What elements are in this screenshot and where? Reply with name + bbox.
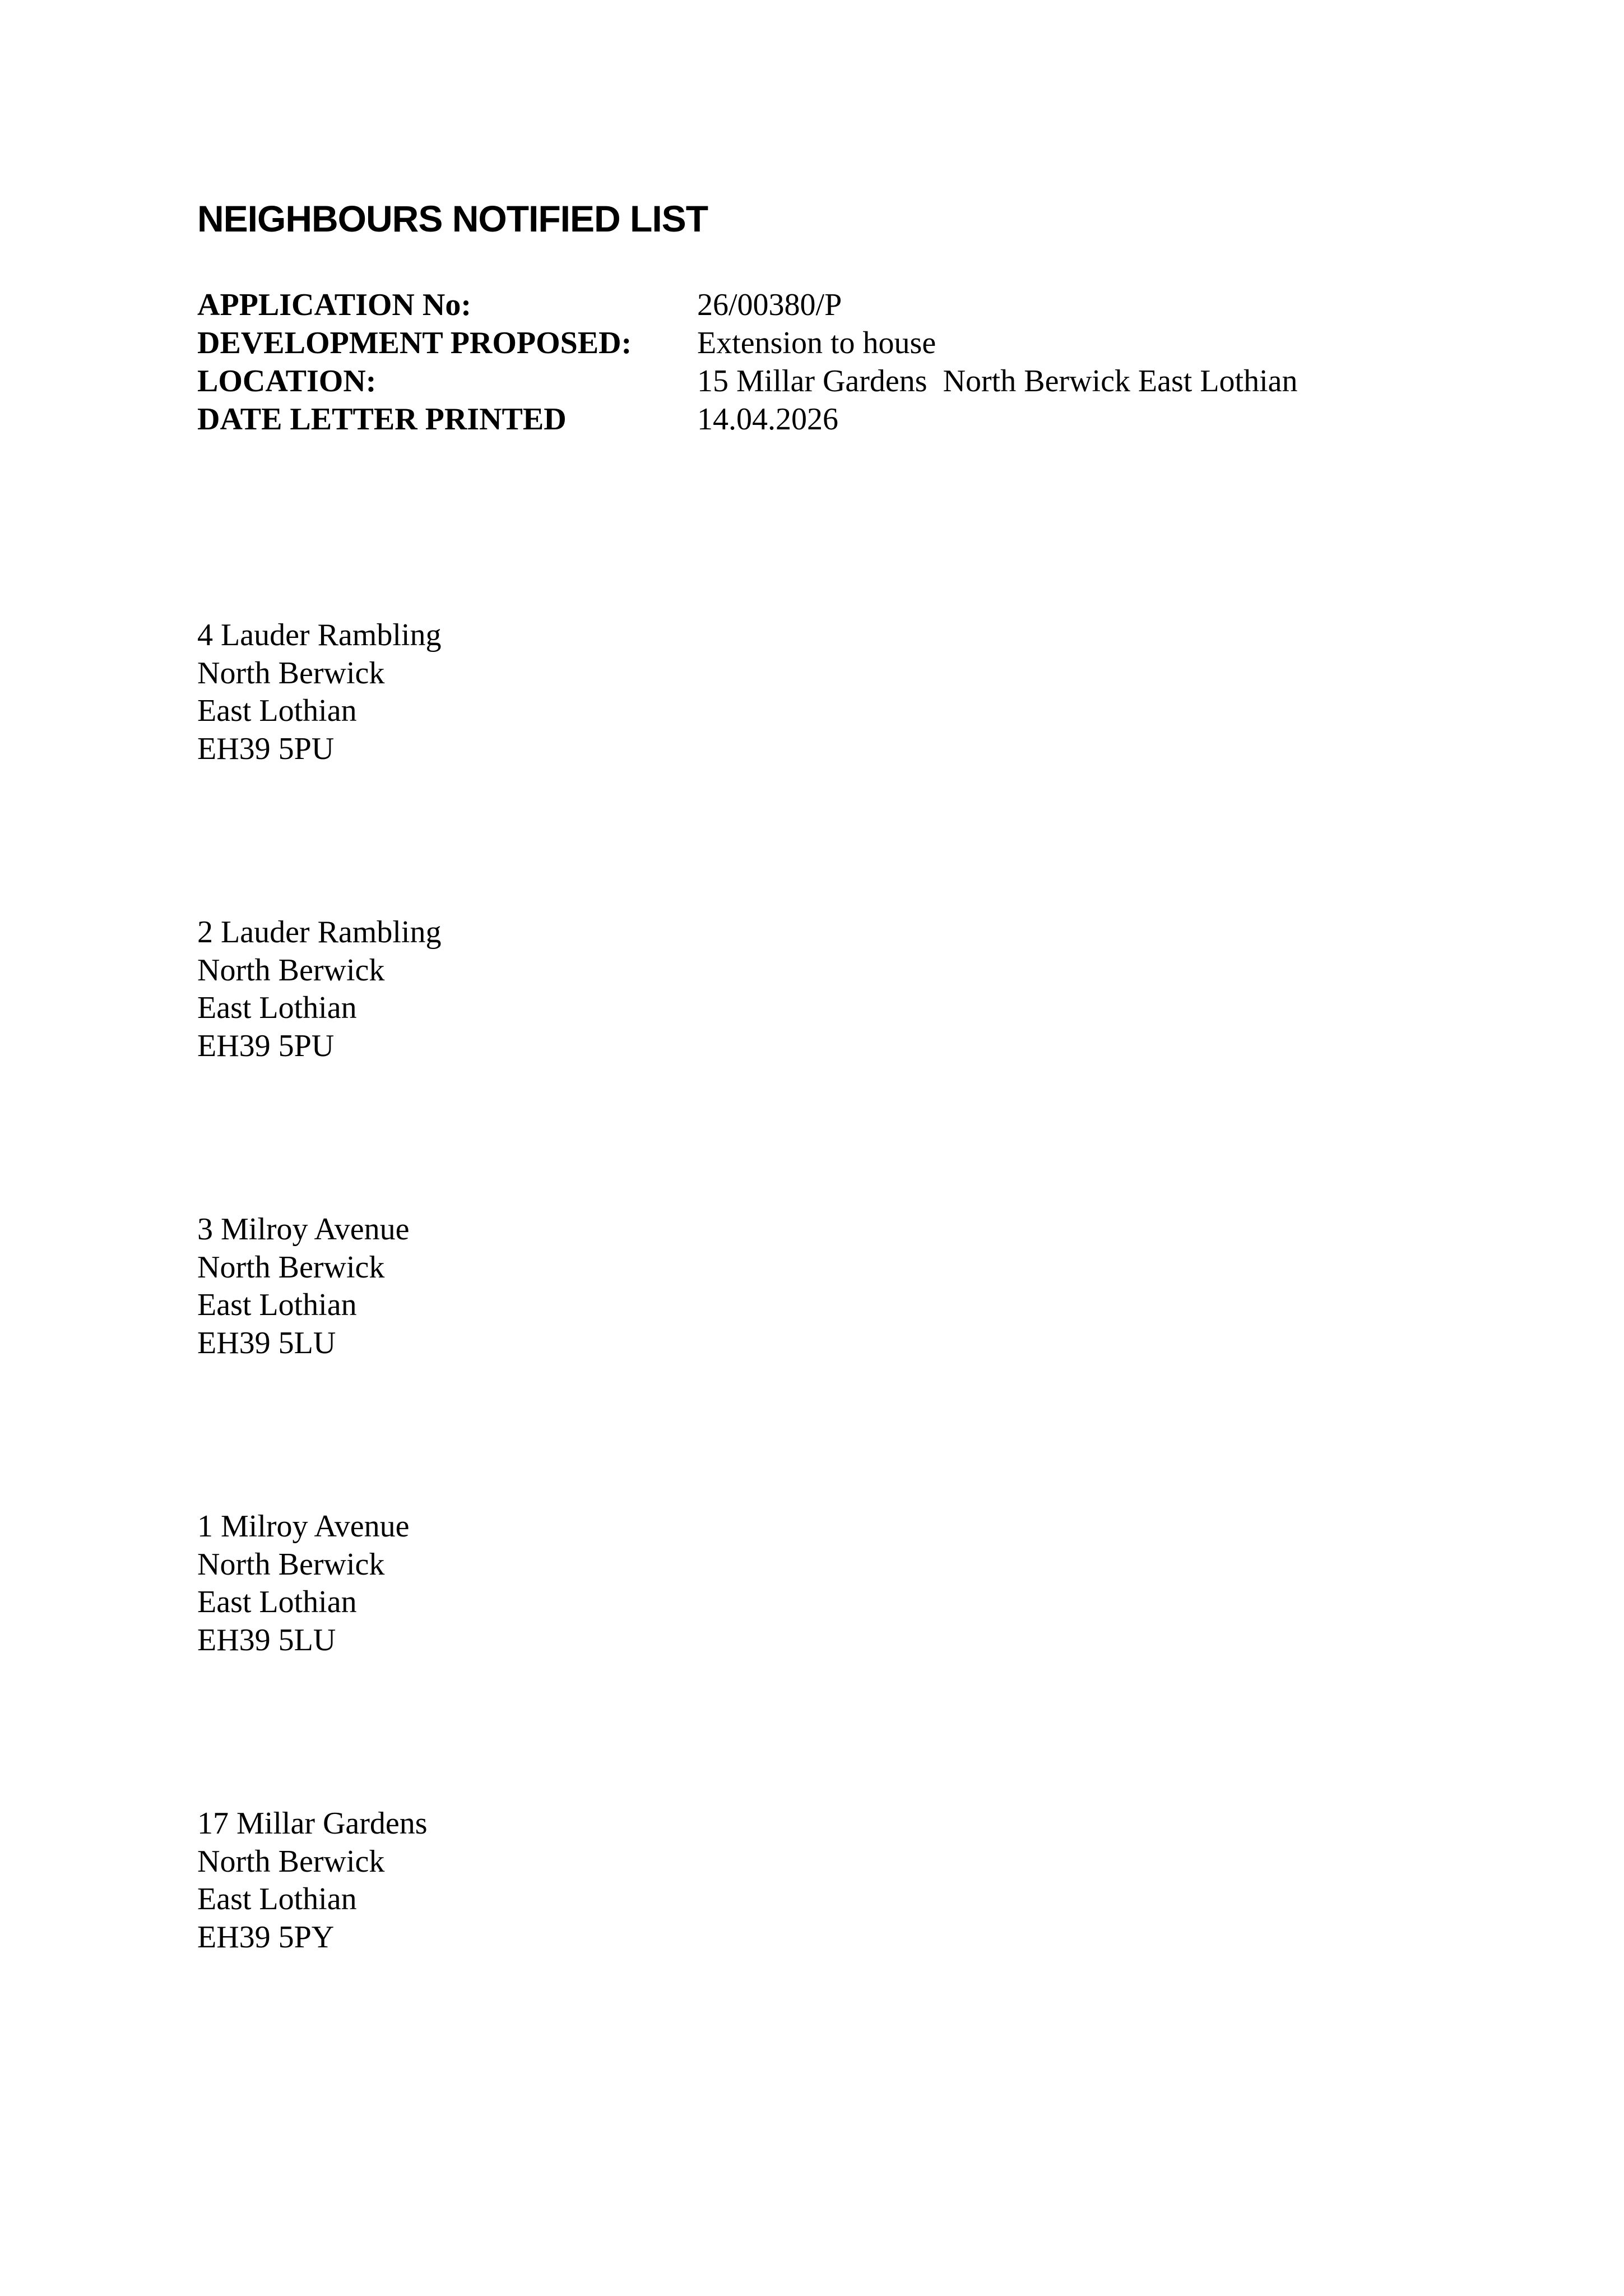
address-postcode: EH39 5PU [197,1028,335,1063]
date-letter-printed-value: 14.04.2026 [697,402,838,437]
address-town: North Berwick [197,1249,385,1285]
application-number-value: 26/00380/P [697,288,842,322]
location-label: LOCATION: [197,364,377,399]
development-proposed-row [197,324,1298,362]
address-street: 4 Lauder Rambling [197,618,442,652]
neighbour-address [197,617,441,914]
address-region: East Lothian [197,693,357,728]
address-postcode: EH39 5PU [197,731,335,766]
application-number-label: APPLICATION No: [197,288,471,322]
address-town: North Berwick [197,952,385,988]
address-town: North Berwick [197,1547,385,1582]
address-street: 17 Millar Gardens [197,1806,428,1841]
address-town: North Berwick [197,1844,385,1879]
date-letter-printed-row [197,400,1298,438]
application-details [197,286,1298,438]
address-region: East Lothian [197,1585,357,1619]
development-proposed-label: DEVELOPMENT PROPOSED: [197,326,632,360]
address-town: North Berwick [197,655,385,691]
neighbour-address [197,1805,441,2102]
address-region: East Lothian [197,990,357,1025]
address-postcode: EH39 5LU [197,1622,336,1658]
address-street: 3 Milroy Avenue [197,1212,410,1247]
address-region: East Lothian [197,1288,357,1322]
date-letter-printed-label: DATE LETTER PRINTED [197,402,567,437]
neighbour-address [197,914,441,1211]
application-number-row [197,286,1298,324]
location-value: 15 Millar Gardens North Berwick East Lothian [697,364,1298,399]
address-region: East Lothian [197,1882,357,1917]
address-street: 2 Lauder Rambling [197,915,442,950]
address-postcode: EH39 5LU [197,1325,336,1360]
development-proposed-value: Extension to house [697,326,936,360]
address-postcode: EH39 5PY [197,1919,335,1955]
address-street: 1 Milroy Avenue [197,1509,410,1544]
neighbour-address [197,1211,441,1508]
page-title: NEIGHBOURS NOTIFIED LIST [197,198,708,239]
location-row [197,362,1298,400]
neighbour-address [197,1508,441,1805]
neighbour-address-list [197,617,441,2102]
